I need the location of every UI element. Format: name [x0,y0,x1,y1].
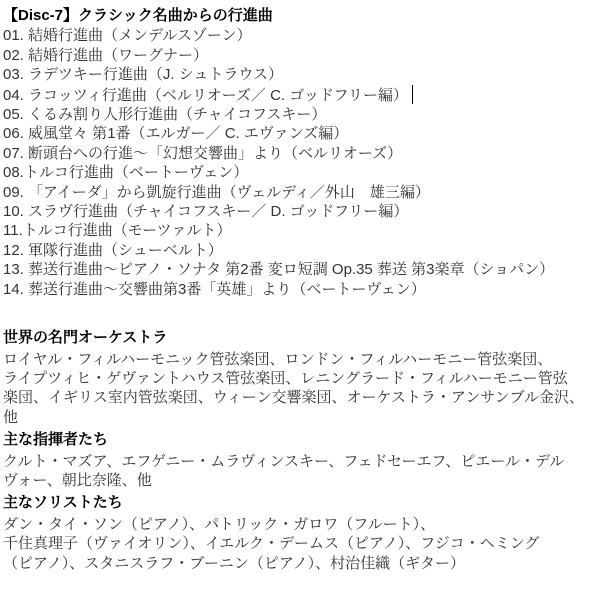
conductors-line: ヴォー、朝比奈隆、他 [3,471,152,489]
orchestras-line: 他 [3,408,19,426]
track-item [3,163,594,182]
track-text: 07. 断頭台への行進～「幻想交響曲」より（ベルリオーズ） [3,144,403,162]
track-item [3,105,594,124]
track-text: 05. くるみ割り人形行進曲（チャイコフスキー） [3,106,327,124]
track-text: 08.トルコ行進曲（ベートーヴェン） [3,164,249,182]
soloists-heading: 主なソリストたち [3,494,123,512]
conductors-line: クルト・マズア、エフゲニー・ムラヴィンスキー、フェドセーエフ、ピエール・デル [3,452,565,470]
track-item [3,85,594,105]
track-item [3,260,594,279]
orchestras-line: 楽団、イギリス室内管弦楽団、ウィーン交響楽団、オーケストラ・アンサンブル金沢、 [3,389,584,407]
track-text: 03. ラデツキー行進曲（J. シュトラウス） [3,66,283,84]
track-text: 04. ラコッツィ行進曲（ベルリオーズ／ C. ゴッドフリー編） [3,86,408,104]
track-item [3,46,594,65]
disc-title: 【Disc-7】クラシック名曲からの行進曲 [3,7,273,24]
soloists-line: 千住真理子（ヴァイオリン）、イエルク・デームス（ピアノ）、フジコ・ヘミング [3,535,540,553]
track-text: 06. 威風堂々 第1番（エルガー／ C. エヴァンズ編） [3,125,349,143]
track-item [3,183,594,202]
conductors-heading: 主な指揮者たち [3,431,109,449]
track-item [3,65,594,84]
track-item [3,221,594,240]
track-text: 09. 「アイーダ」から凱旋行進曲（ヴェルディ／外山 雄三編） [3,183,430,201]
soloists-line: ダン・タイ・ソン（ピアノ）、パトリック・ガロワ（フルート）、 [3,515,436,533]
track-text: 13. 葬送行進曲～ピアノ・ソナタ 第2番 変ロ短調 Op.35 葬送 第3楽章（ショパン） [3,261,555,279]
track-item [3,202,594,221]
soloists-line: （ピアノ）、スタニスラフ・ブーニン（ピアノ）、村治佳織（ギター） [3,554,466,572]
track-item [3,124,594,143]
track-text: 11.トルコ行進曲（モーツァルト） [3,222,232,240]
track-text: 10. スラヴ行進曲（チャイコフスキー／ D. ゴッドフリー編） [3,203,409,221]
track-item [3,280,594,299]
track-text: 02. 結婚行進曲（ワーグナー） [3,46,209,64]
track-item [3,241,594,260]
track-item [3,26,594,45]
orchestras-line: ライプツィヒ・ゲヴァントハウス管弦楽団、レニングラード・フィルハーモニー管弦 [3,369,568,387]
track-item [3,144,594,163]
track-text: 12. 軍隊行進曲（シューベルト） [3,241,223,259]
track-text: 14. 葬送行進曲～交響曲第3番「英雄」より（ベートーヴェン） [3,280,426,298]
orchestras-line: ロイヤル・フィルハーモニック管弦楽団、ロンドン・フィルハーモニー管弦楽団、 [3,350,553,368]
track-text: 01. 結婚行進曲（メンデルスゾーン） [3,27,252,45]
text-cursor [412,85,414,104]
orchestras-heading: 世界の名門オーケストラ [3,329,168,347]
